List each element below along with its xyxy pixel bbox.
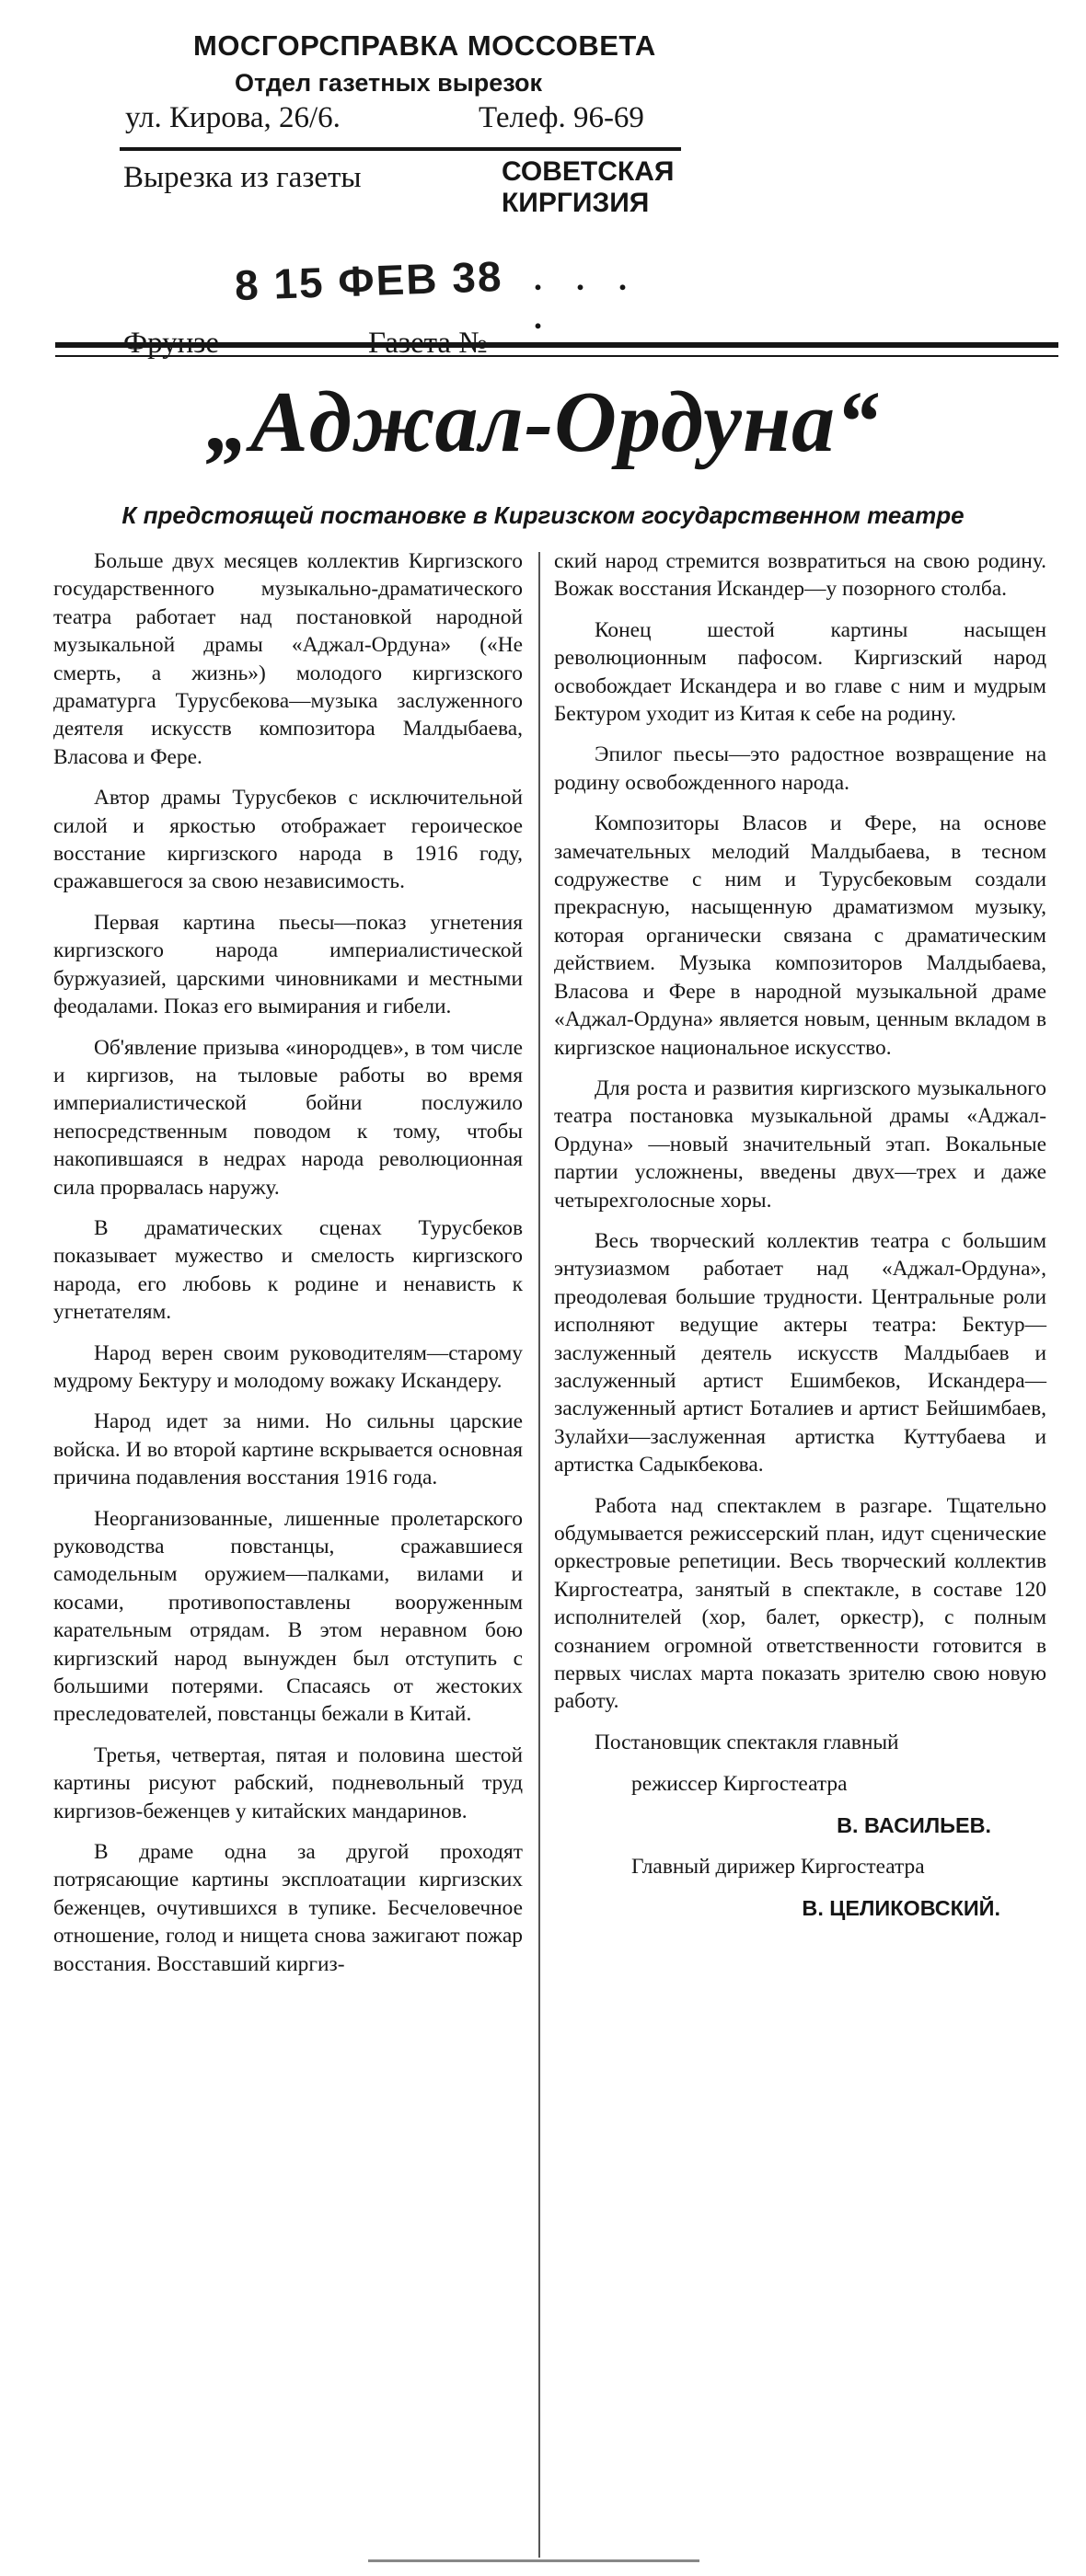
bureau-address: ул. Кирова, 26/6.	[125, 101, 341, 134]
paragraph: Народ верен своим руководителям—старому мудрому Бектуру и молодому вожаку Искандеру.	[53, 1340, 523, 1393]
paragraph: ский народ стремится возвратиться на свою родину. Вожак восстания Искандер—у позорного столба.	[554, 549, 1046, 602]
newspaper-name	[502, 156, 674, 219]
signature-name-director: В. ВАСИЛЬЕВ.	[837, 1812, 991, 1837]
signature-role-director-cont: режиссер Киргостеатра	[631, 1771, 848, 1796]
article-subtitle: К предстоящей постановке в Киргизском государственном театре	[121, 501, 965, 529]
paragraph: Неорганизованные, лишенные пролетарского руководства повстанцы, сражавшиеся самодельным оружием—палками, вилами и косами, противопоставлены вооруженным карательным отрядам. В этом неравном бою киргизский народ вынужден был отступить с большими потерями. Спасаясь от жестоких преследователей, повстанцы бежали в Китай.	[53, 1506, 523, 1727]
header-rule-thick	[55, 342, 1058, 348]
column-divider	[538, 552, 540, 2558]
date-dots: . . . .	[534, 260, 640, 336]
signature-role-director: Постановщик спектакля главный	[595, 1730, 899, 1754]
article-column-right	[554, 547, 1046, 1936]
cutting-label: Вырезка из газеты	[123, 161, 362, 194]
bureau-phone: Телеф. 96-69	[479, 101, 644, 134]
article-signature	[554, 1729, 1046, 1923]
paragraph: Эпилог пьесы—это радостное возвращение на родину освобожденного народа.	[554, 742, 1046, 795]
paragraph: Конец шестой картины насыщен революционным пафосом. Киргизский народ освобождает Искандера и во главе с ним и мудрым Бектуром уходит из Китая к себе на родину.	[554, 617, 1046, 727]
paragraph: В драматических сценах Турусбеков показывает мужество и смелость киргизского народа, его любовь к родине и ненависть к угнетателям.	[53, 1215, 523, 1325]
bureau-department: Отдел газетных вырезок	[235, 69, 543, 97]
signature-role-conductor: Главный дирижер Киргостеатра	[631, 1854, 925, 1879]
bottom-scan-edge	[368, 2559, 699, 2562]
paragraph: Композиторы Власов и Фере, на основе замечательных мелодий Малдыбаева, в тесном содружестве с ним и Турусбековым создали прекрасную, насыщенную драматизмом музыку, которая органически связана с драматическим действием. Музыка композиторов Малдыбаева, Власова и Фере в народной музыкальной драме «Аджал-Ордуна» является новым, ценным вкладом в киргизское национальное искусство.	[554, 811, 1046, 1060]
paragraph: Весь творческий коллектив театра с большим энтузиазмом работает над «Аджал-Ордуна», преодолевая большие трудности. Центральные роли исполняют ведущие актеры театра: Бектур—заслуженный деятель искусств Малдыбаев и заслуженный артист Ешимбеков, Искандера—заслуженный артист Боталиев и артист Бейшимбаев, Зулайхи—заслуженная артистка Куттубаева и артистка Садыкбекова.	[554, 1228, 1046, 1478]
header-rule-thin	[55, 355, 1058, 357]
paragraph: В драме одна за другой проходят потрясающие картины эксплоатации киргизских беженцев, очутившихся в тупике. Бесчеловечное отношение, голод и нищета снова зажигают пожар восстания. Восставший киргиз-	[53, 1840, 523, 1976]
paragraph: Работа над спектаклем в разгаре. Тщательно обдумывается режиссерский план, идут сценические оркестровые репетиции. Весь творческий коллектив Киргостеатра, занятый в спектакле, в составе 120 исполнителей (хор, балет, оркестр), с полным сознанием огромной ответственности готовится в первых числах марта показать зрителю свою новую работу.	[554, 1493, 1046, 1714]
bureau-title: МОСГОРСПРАВКА МОССОВЕТА	[193, 29, 656, 62]
paragraph: Народ идет за ними. Но сильны царские войска. И во второй картине вскрывается основная причина подавления восстания 1916 года.	[53, 1409, 523, 1490]
paragraph: Автор драмы Турусбеков с исключительной силой и яркостью отображает героическое восстание киргизского народа в 1916 году, сражавшегося за свою независимость.	[53, 786, 523, 894]
paragraph: Об'явление призыва «инородцев», в том числе и киргизов, на тыловые работы во время империалистической бойни послужило непосредственным поводом к тому, чтобы накопившаяся в недрах народа революционная сила прорвалась наружу.	[53, 1035, 523, 1200]
paragraph: Первая картина пьесы—показ угнетения киргизского народа империалистической буржуазией, царскими чиновниками и местными феодалами. Показ его вымирания и гибели.	[53, 910, 523, 1019]
paragraph: Больше двух месяцев коллектив Киргизского государственного музыкально-драматического театра работает над постановкой народной музыкальной драмы «Аджал-Ордуна» («Не смерть, а жизнь») молодого киргизского драматурга Турусбекова—музыка заслуженного деятеля искусств композитора Малдыбаева, Власова и Фере.	[53, 549, 523, 769]
newspaper-name-line1: СОВЕТСКАЯ	[502, 156, 675, 187]
signature-name-conductor: В. ЦЕЛИКОВСКИЙ.	[802, 1895, 1000, 1920]
paragraph: Третья, четвертая, пятая и половина шестой картины рисуют рабский, подневольный труд киргизов-беженцев у китайских мандаринов.	[53, 1742, 523, 1823]
stamp-divider	[120, 147, 681, 151]
article-headline: „Аджал-Ордуна“	[205, 374, 881, 470]
newspaper-name-line2: КИРГИЗИЯ	[502, 188, 650, 218]
paragraph: Для роста и развития киргизского музыкального театра постановка музыкальной драмы «Аджал-Ордуна» —новый значительный этап. Вокальные партии усложнены, введены двух—трех и даже четырехголосные хоры.	[554, 1075, 1046, 1213]
article-column-left	[53, 547, 523, 1991]
date-stamp: 8 15 ФЕВ 38	[234, 251, 504, 310]
